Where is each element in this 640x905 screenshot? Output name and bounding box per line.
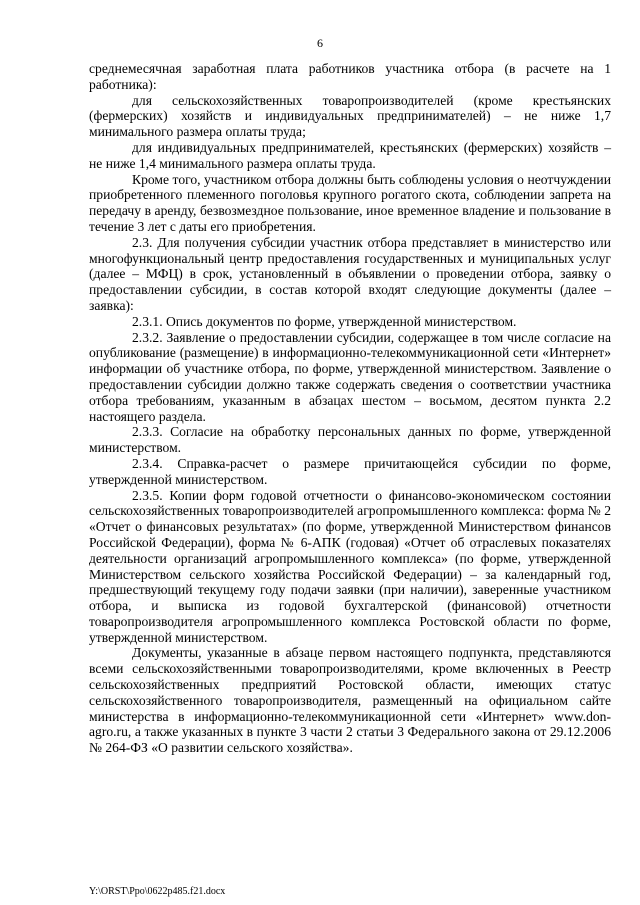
paragraph-salary-intro: среднемесячная заработная плата работников участника отбора (в расчете на 1 работника): — [89, 61, 611, 92]
paragraph-2-3-5: 2.3.5. Копии форм годовой отчетности о финансово-экономическом состоянии сельскохозяйственных товаропроизводителей агропромышленного комплекса: форма № 2 «Отчет о финансовых результатах» (по форме, утвержденной Министерством финансов Российской Федерации), форма № 6-АПК (годовая) «Отчет об отраслевых показателях деятельности организаций агропромышленного комплекса» (по форме, утвержденной Министерством сельского хозяйства Российской Федерации) – за календарный год, предшествующий текущему году подачи заявки (при наличии), заверенные участником отбора, и выписка из годовой бухгалтерской (финансовой) отчетности товаропроизводителя агропромышленного комплекса Ростовской области по форме, утвержденной министерством. — [89, 487, 611, 645]
paragraph-agri-producers: для сельскохозяйственных товаропроизводителей (кроме крестьянских (фермерских) хозяйств и индивидуальных предпринимателей) – не ниже 1,7 минимального размера оплаты труда; — [89, 92, 611, 140]
paragraph-individual-entrepreneurs: для индивидуальных предпринимателей, крестьянских (фермерских) хозяйств – не ниже 1,4 минимального размера оплаты труда. — [89, 139, 611, 171]
paragraph-2-3-1: 2.3.1. Опись документов по форме, утвержденной министерством. — [132, 313, 517, 329]
paragraph-2-3-3: 2.3.3. Согласие на обработку персональных данных по форме, утвержденной министерством. — [89, 424, 611, 456]
footer-file-path: Y:\ORST\Ppo\0622p485.f21.docx — [89, 886, 226, 897]
paragraph-2-3-2: 2.3.2. Заявление о предоставлении субсидии, содержащее в том числе согласие на опубликование (размещение) в информационно-телекоммуникационной сети «Интернет» информации об участнике отбора, по форме, утвержденной министерством. Заявление о предоставлении субсидии должно также содержать сведения о соответствии участника отбора требованиям, указанным в абзацах шестом – восьмом, десятом пункта 2.2 настоящего раздела. — [89, 329, 611, 424]
paragraph-2-3-4: 2.3.4. Справка-расчет о размере причитающейся субсидии по форме, утвержденной министерством. — [89, 455, 611, 487]
document-body — [89, 61, 611, 756]
page-number: 6 — [317, 36, 323, 50]
paragraph-2-3: 2.3. Для получения субсидии участник отбора представляет в министерство или многофункциональный центр предоставления государственных и муниципальных услуг (далее – МФЦ) в срок, установленный в объявлении о проведении отбора, заявку о предоставлении субсидии, в состав которой входят следующие документы (далее – заявка): — [89, 234, 611, 313]
paragraph-additional-conditions: Кроме того, участником отбора должны быть соблюдены условия о неотчуждении приобретенного племенного поголовья крупного рогатого скота, соблюдении запрета на передачу в аренду, безвозмездное пользование, иное временное владение и пользование в течение 3 лет с даты его приобретения. — [89, 171, 611, 234]
paragraph-documents-note: Документы, указанные в абзаце первом настоящего подпункта, представляются всеми сельскохозяйственными товаропроизводителями, кроме включенных в Реестр сельскохозяйственных предприятий Ростовской области, имеющих статус сельскохозяйственного товаропроизводителя, размещенный на официальном сайте министерства в информационно-телекоммуникационной сети «Интернет» www.don-agro.ru, а также указанных в пункте 3 части 2 статьи 3 Федерального закона от 29.12.2006 № 264-ФЗ «О развитии сельского хозяйства». — [89, 645, 611, 756]
